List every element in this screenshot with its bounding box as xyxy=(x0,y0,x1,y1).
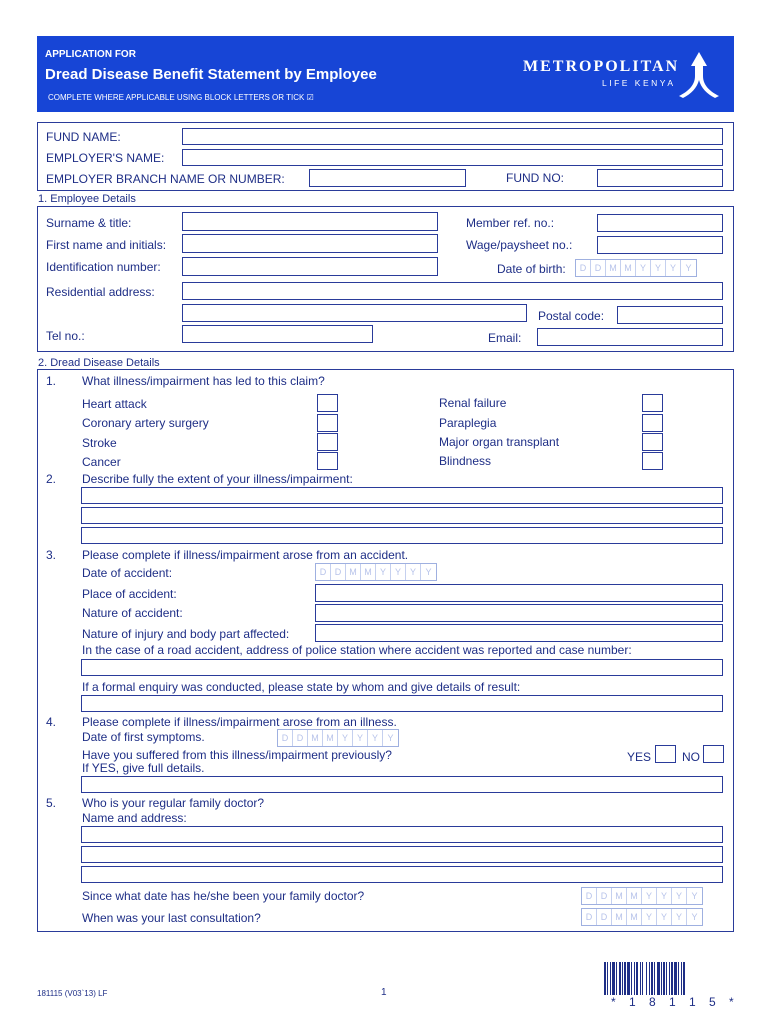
renal-checkbox[interactable] xyxy=(642,394,663,412)
q5-text: Who is your regular family doctor? xyxy=(82,796,265,810)
fund-name-label: FUND NAME: xyxy=(46,130,121,144)
form-header xyxy=(37,36,734,112)
fund-name-field[interactable] xyxy=(182,128,723,145)
if-yes-label: If YES, give full details. xyxy=(82,761,205,775)
stroke-label: Stroke xyxy=(82,436,117,450)
road-accident-label: In the case of a road accident, address of police station where accident was reported and case number: xyxy=(82,643,632,657)
q3-text: Please complete if illness/impairment arose from an accident. xyxy=(82,548,409,562)
barcode-number: * 1 8 1 1 5 * xyxy=(611,995,739,1009)
first-name-field[interactable] xyxy=(182,234,438,253)
wage-field[interactable] xyxy=(597,236,723,254)
coronary-checkbox[interactable] xyxy=(317,414,338,432)
transplant-checkbox[interactable] xyxy=(642,433,663,451)
previous-label: Have you suffered from this illness/impairment previously? xyxy=(82,748,392,762)
accident-date-field[interactable]: D D M M Y Y Y Y xyxy=(315,563,437,581)
member-ref-label: Member ref. no.: xyxy=(466,216,555,230)
logo-arrow-icon xyxy=(677,50,721,100)
member-ref-field[interactable] xyxy=(597,214,723,232)
doctor-field-3[interactable] xyxy=(81,866,723,883)
address-label: Residential address: xyxy=(46,285,155,299)
email-label: Email: xyxy=(488,331,522,345)
barcode-icon xyxy=(604,962,730,995)
form-instructions: COMPLETE WHERE APPLICABLE USING BLOCK LETTERS OR TICK ☑ xyxy=(48,93,314,102)
accident-date-label: Date of accident: xyxy=(82,566,173,580)
doctor-name-label: Name and address: xyxy=(82,811,187,825)
q2-field-2[interactable] xyxy=(81,507,723,524)
email-field[interactable] xyxy=(537,328,723,346)
tel-field[interactable] xyxy=(182,325,373,343)
tel-label: Tel no.: xyxy=(46,329,85,343)
employer-name-field[interactable] xyxy=(182,149,723,166)
surname-field[interactable] xyxy=(182,212,438,231)
fund-no-field[interactable] xyxy=(597,169,723,187)
cancer-label: Cancer xyxy=(82,455,121,469)
q4-text: Please complete if illness/impairment arose from an illness. xyxy=(82,715,397,729)
yes-label: YES xyxy=(627,750,652,764)
doctor-field-1[interactable] xyxy=(81,826,723,843)
road-accident-field[interactable] xyxy=(81,659,723,676)
last-consultation-label: When was your last consultation? xyxy=(82,911,261,925)
accident-place-field[interactable] xyxy=(315,584,723,602)
id-number-label: Identification number: xyxy=(46,260,161,274)
branch-field[interactable] xyxy=(309,169,466,187)
logo-wordmark: METROPOLITAN xyxy=(523,58,680,75)
fund-no-label: FUND NO: xyxy=(506,171,564,185)
employer-name-label: EMPLOYER'S NAME: xyxy=(46,151,165,165)
no-label: NO xyxy=(682,750,700,764)
paraplegia-label: Paraplegia xyxy=(439,416,497,430)
coronary-label: Coronary artery surgery xyxy=(82,416,209,430)
renal-label: Renal failure xyxy=(439,396,507,410)
paraplegia-checkbox[interactable] xyxy=(642,414,663,432)
enquiry-label: If a formal enquiry was conducted, please state by whom and give details of result: xyxy=(82,680,521,694)
address-field-2[interactable] xyxy=(182,304,527,322)
blindness-label: Blindness xyxy=(439,454,492,468)
injury-label: Nature of injury and body part affected: xyxy=(82,627,290,641)
doctor-since-label: Since what date has he/she been your family doctor? xyxy=(82,889,365,903)
postal-field[interactable] xyxy=(617,306,723,324)
transplant-label: Major organ transplant xyxy=(439,435,560,449)
accident-place-label: Place of accident: xyxy=(82,587,177,601)
last-consultation-date-field[interactable]: D D M M Y Y Y Y xyxy=(581,908,703,926)
q3-number: 3. xyxy=(46,548,57,562)
dob-field[interactable]: D D M M Y Y Y Y xyxy=(575,259,697,277)
no-checkbox[interactable] xyxy=(703,745,724,763)
heart-attack-checkbox[interactable] xyxy=(317,394,338,412)
injury-field[interactable] xyxy=(315,624,723,642)
accident-nature-field[interactable] xyxy=(315,604,723,622)
surname-label: Surname & title: xyxy=(46,216,132,230)
q1-text: What illness/impairment has led to this claim? xyxy=(82,374,325,388)
q1-number: 1. xyxy=(46,374,57,388)
q5-number: 5. xyxy=(46,796,57,810)
id-number-field[interactable] xyxy=(182,257,438,276)
heart-attack-label: Heart attack xyxy=(82,397,147,411)
symptoms-date-field[interactable]: D D M M Y Y Y Y xyxy=(277,729,399,747)
q2-text: Describe fully the extent of your illness/impairment: xyxy=(82,472,353,486)
form-code: 181115 (V03`13) LF xyxy=(37,989,108,998)
branch-label: EMPLOYER BRANCH NAME OR NUMBER: xyxy=(46,172,285,186)
wage-label: Wage/paysheet no.: xyxy=(466,238,573,252)
first-name-label: First name and initials: xyxy=(46,238,167,252)
disease-section-title: 2. Dread Disease Details xyxy=(38,357,160,369)
form-title: Dread Disease Benefit Statement by Employee xyxy=(45,66,377,83)
address-field-1[interactable] xyxy=(182,282,723,300)
dob-label: Date of birth: xyxy=(497,262,566,276)
blindness-checkbox[interactable] xyxy=(642,452,663,470)
accident-nature-label: Nature of accident: xyxy=(82,606,183,620)
cancer-checkbox[interactable] xyxy=(317,452,338,470)
q2-field-3[interactable] xyxy=(81,527,723,544)
yes-checkbox[interactable] xyxy=(655,745,676,763)
logo-subtext: LIFE KENYA xyxy=(602,78,676,88)
doctor-since-date-field[interactable]: D D M M Y Y Y Y xyxy=(581,887,703,905)
q4-number: 4. xyxy=(46,715,57,729)
symptoms-label: Date of first symptoms. xyxy=(82,730,205,744)
employee-section-title: 1. Employee Details xyxy=(38,193,136,205)
postal-label: Postal code: xyxy=(538,309,605,323)
q2-field-1[interactable] xyxy=(81,487,723,504)
previous-details-field[interactable] xyxy=(81,776,723,793)
page-number: 1 xyxy=(381,987,387,998)
q2-number: 2. xyxy=(46,472,57,486)
application-for-label: APPLICATION FOR xyxy=(45,49,136,60)
stroke-checkbox[interactable] xyxy=(317,433,338,451)
enquiry-field[interactable] xyxy=(81,695,723,712)
doctor-field-2[interactable] xyxy=(81,846,723,863)
